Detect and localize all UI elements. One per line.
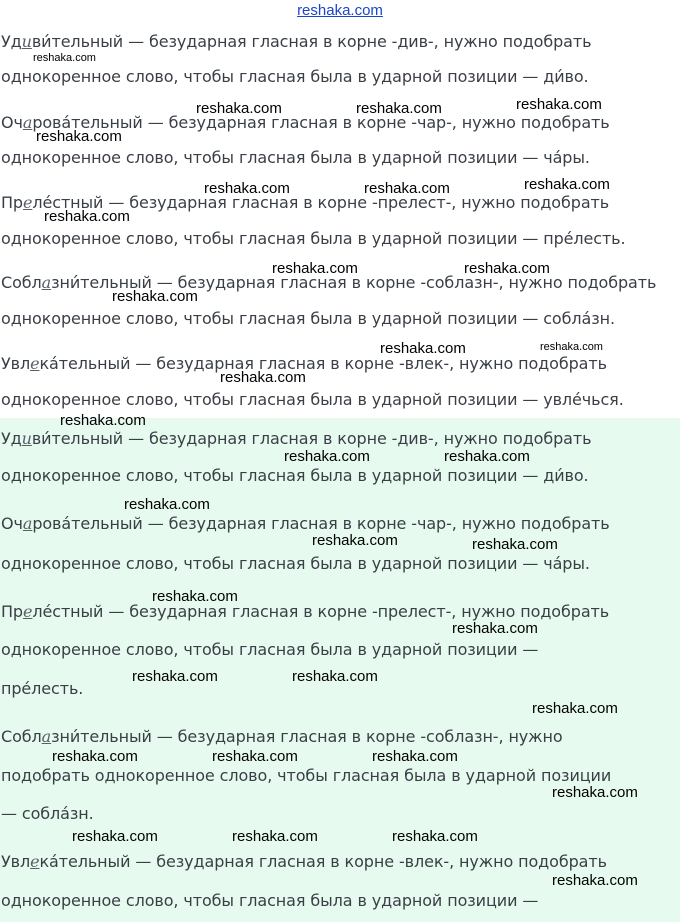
paragraph-line: Преле́стный — безударная гласная в корне -прелест-, нужно подобрать xyxy=(1,193,610,212)
watermark: reshaka.com xyxy=(364,180,450,197)
watermark: reshaka.com xyxy=(272,260,358,277)
watermark: reshaka.com xyxy=(232,828,318,845)
watermark: reshaka.com xyxy=(152,588,238,605)
paragraph-line: Очарова́тельный — безударная гласная в корне -чар-, нужно подобрать xyxy=(1,514,610,533)
watermark: reshaka.com xyxy=(444,448,530,465)
paragraph-line: однокоренное слово, чтобы гласная была в ударной позиции — собла́зн. xyxy=(1,309,615,328)
paragraph-line: однокоренное слово, чтобы гласная была в ударной позиции — ди́во. xyxy=(1,466,589,485)
watermark: reshaka.com xyxy=(472,536,558,553)
watermark: reshaka.com xyxy=(516,96,602,113)
watermark: reshaka.com xyxy=(60,412,146,429)
paragraph-line: Преле́стный — безударная гласная в корне -прелест-, нужно подобрать xyxy=(1,602,610,621)
watermark: reshaka.com xyxy=(204,180,290,197)
paragraph-line: Удиви́тельный — безударная гласная в корне -див-, нужно подобрать xyxy=(1,429,592,448)
paragraph-line: Увлека́тельный — безударная гласная в корне -влек-, нужно подобрать xyxy=(1,852,607,871)
watermark: reshaka.com xyxy=(552,784,638,801)
paragraph-line: подобрать однокоренное слово, чтобы гласная была в ударной позиции xyxy=(1,766,612,785)
paragraph-line: однокоренное слово, чтобы гласная была в ударной позиции — ча́ры. xyxy=(1,148,590,167)
watermark: reshaka.com xyxy=(284,448,370,465)
watermark: reshaka.com xyxy=(552,872,638,889)
paragraph-line: — собла́зн. xyxy=(1,804,94,823)
watermark: reshaka.com xyxy=(36,128,122,145)
watermark: reshaka.com xyxy=(292,668,378,685)
paragraph-line: однокоренное слово, чтобы гласная была в ударной позиции — увле́чься. xyxy=(1,390,624,409)
watermark: reshaka.com xyxy=(532,700,618,717)
paragraph-line: Очарова́тельный — безударная гласная в корне -чар-, нужно подобрать xyxy=(1,113,610,132)
paragraph-line: однокоренное слово, чтобы гласная была в ударной позиции — xyxy=(1,891,539,910)
site-header-link[interactable]: reshaka.com xyxy=(297,2,383,19)
watermark: reshaka.com xyxy=(44,208,130,225)
watermark: reshaka.com xyxy=(524,176,610,193)
watermark: reshaka.com xyxy=(452,620,538,637)
paragraph-line: пре́лесть. xyxy=(1,679,84,698)
watermark: reshaka.com xyxy=(132,668,218,685)
watermark: reshaka.com xyxy=(112,288,198,305)
watermark: reshaka.com xyxy=(212,748,298,765)
paragraph-line: Соблазни́тельный — безударная гласная в корне -соблазн-, нужно подобрать xyxy=(1,273,657,292)
paragraph-line: однокоренное слово, чтобы гласная была в ударной позиции — пре́лесть. xyxy=(1,229,626,248)
watermark: reshaka.com xyxy=(124,496,210,513)
watermark: reshaka.com xyxy=(312,532,398,549)
paragraph-line: Увлека́тельный — безударная гласная в корне -влек-, нужно подобрать xyxy=(1,354,607,373)
paragraph-line: однокоренное слово, чтобы гласная была в ударной позиции — ди́во. xyxy=(1,67,589,86)
watermark: reshaka.com xyxy=(372,748,458,765)
watermark: reshaka.com xyxy=(72,828,158,845)
watermark: reshaka.com xyxy=(392,828,478,845)
watermark: reshaka.com xyxy=(464,260,550,277)
paragraph-line: Удиви́тельный — безударная гласная в корне -див-, нужно подобрать xyxy=(1,32,592,51)
watermark: reshaka.com xyxy=(540,341,603,353)
watermark: reshaka.com xyxy=(33,52,96,64)
paragraph-line: однокоренное слово, чтобы гласная была в ударной позиции — xyxy=(1,640,539,659)
watermark: reshaka.com xyxy=(380,340,466,357)
paragraph-line: однокоренное слово, чтобы гласная была в ударной позиции — ча́ры. xyxy=(1,554,590,573)
watermark: reshaka.com xyxy=(220,369,306,386)
watermark: reshaka.com xyxy=(196,100,282,117)
paragraph-line: Соблазни́тельный — безударная гласная в корне -соблазн-, нужно xyxy=(1,727,563,746)
watermark: reshaka.com xyxy=(356,100,442,117)
watermark: reshaka.com xyxy=(52,748,138,765)
